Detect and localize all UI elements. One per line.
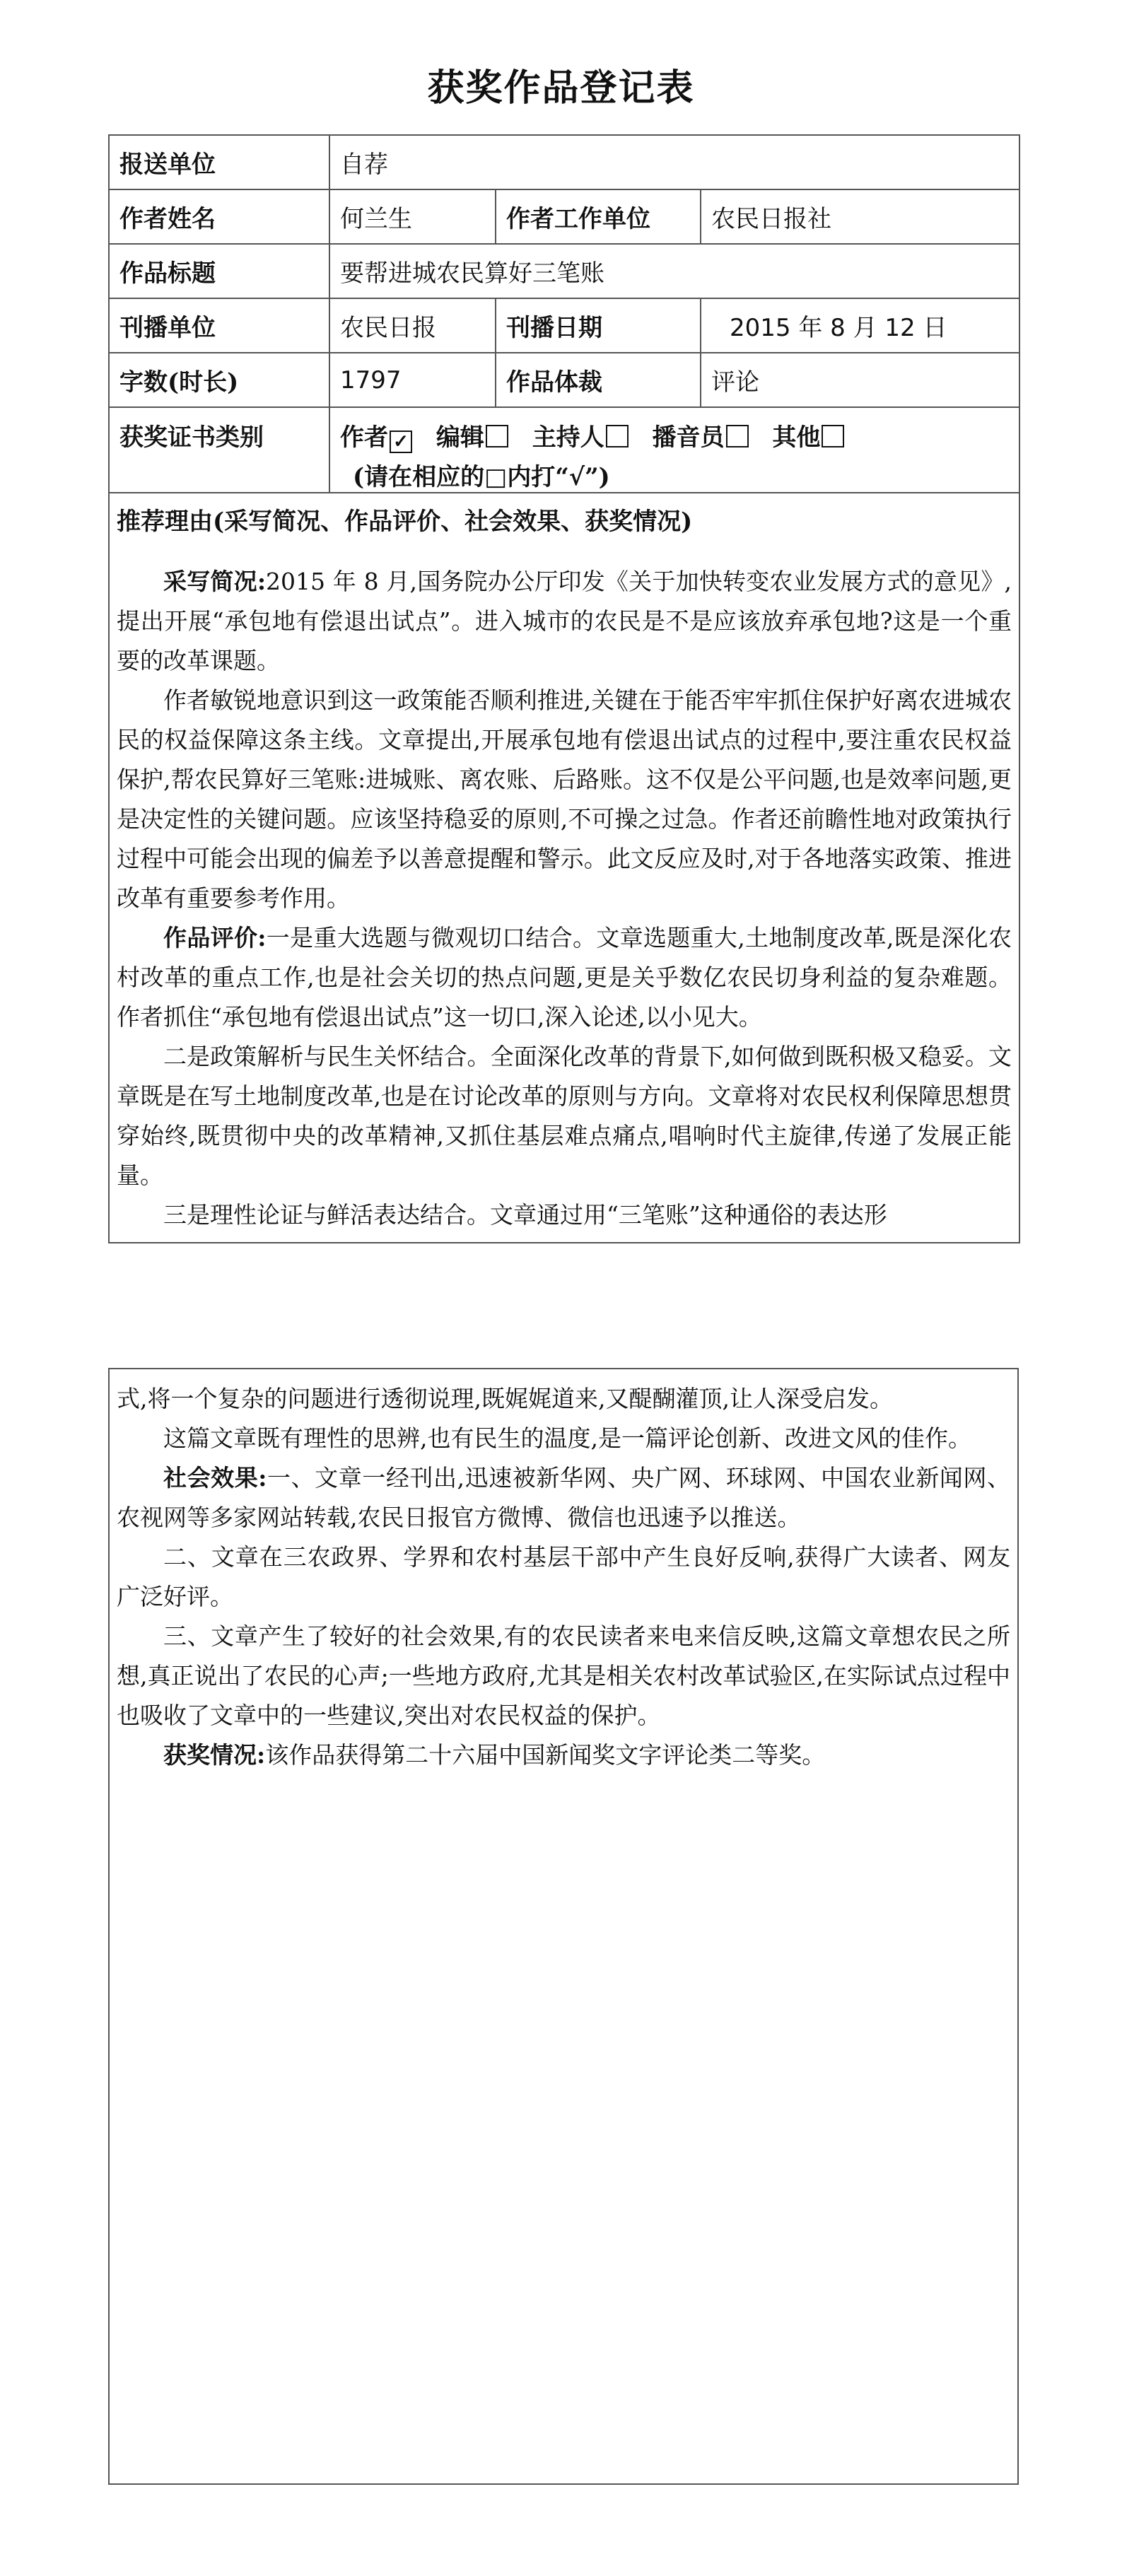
evaluation-text: 一是重大选题与微观切口结合。文章选题重大,土地制度改革,既是深化农村改革的重点工作,也是社会关切的热点问题,更是关乎数亿农民切身利益的复杂难题。作者抓住“承包地有偿退出试点”这一切口,深入论述,以小见大。 (117, 924, 1012, 1031)
row-word-count (109, 353, 1019, 407)
cert-type-label: 获奖证书类别 (109, 407, 329, 493)
reason-body-part1 (117, 562, 1012, 1235)
paragraph-writing-overview (117, 562, 1012, 681)
social-effect-lead: 社会效果: (163, 1464, 267, 1492)
genre-value: 评论 (701, 353, 1019, 407)
submit-unit-value: 自荐 (329, 135, 1019, 189)
reason-cell (109, 493, 1019, 1243)
social-effect-text: 一、文章一经刊出,迅速被新华网、央广网、环球网、中国农业新闻网、农视网等多家网站转载,农民日报官方微博、微信也迅速予以推送。 (117, 1464, 1010, 1531)
work-title-value: 要帮进城农民算好三笔账 (329, 244, 1019, 298)
reason-continuation-box (108, 1368, 1019, 2485)
author-work-value: 农民日报社 (701, 189, 1019, 244)
registration-form (108, 134, 1020, 1243)
paragraph-policy-analysis: 二是政策解析与民生关怀结合。全面深化改革的背景下,如何做到既积极又稳妥。文章既是在写土地制度改革,也是在讨论改革的原则与方向。文章将对农民权利保障思想贯穿始终,既贯彻中央的改革精神,又抓住基层难点痛点,唱响时代主旋律,传递了发展正能量。 (117, 1043, 1012, 1189)
cert-option-editor-label: 编辑 (436, 423, 484, 452)
cert-note: (请在相应的□内打“√”) (353, 463, 610, 491)
award-text: 该作品获得第二十六届中国新闻奖文字评论类二等奖。 (265, 1741, 826, 1769)
paragraph-rational-argument-start: 三是理性论证与鲜活表达结合。文章通过用“三笔账”这种通俗的表达形 (163, 1201, 887, 1229)
row-submit-unit (109, 135, 1019, 189)
cert-checkbox-announcer[interactable] (726, 425, 749, 447)
paragraph-social-effect-2: 二、文章在三农政界、学界和农村基层干部中产生良好反响,获得广大读者、网友广泛好评。 (117, 1543, 1010, 1610)
writing-overview-text: 2015 年 8 月,国务院办公厅印发《关于加快转变农业发展方式的意见》,提出开展“承包地有偿退出试点”。进入城市的农民是不是应该放弃承包地?这是一个重要的改革课题。 (117, 568, 1012, 674)
cert-checkbox-other[interactable] (822, 425, 844, 447)
word-count-label: 字数(时长) (109, 353, 329, 407)
paragraph-rational-argument-end: 式,将一个复杂的问题进行透彻说理,既娓娓道来,又醍醐灌顶,让人深受启发。 (117, 1385, 893, 1412)
cert-option-author[interactable] (340, 423, 412, 452)
genre-label: 作品体裁 (496, 353, 701, 407)
row-cert-type (109, 407, 1019, 493)
work-title-label: 作品标题 (109, 244, 329, 298)
cert-options-line (340, 418, 1009, 453)
author-work-label: 作者工作单位 (496, 189, 701, 244)
writing-overview-lead: 采写简况: (163, 568, 267, 595)
author-name-value: 何兰生 (329, 189, 496, 244)
cert-option-host[interactable] (532, 423, 629, 452)
award-lead: 获奖情况: (163, 1741, 266, 1769)
page-title: 获奖作品登记表 (427, 66, 695, 110)
author-name-label: 作者姓名 (109, 189, 329, 244)
pub-date-value: 2015 年 8 月 12 日 (701, 298, 1019, 353)
cert-option-author-label: 作者 (340, 423, 388, 452)
publisher-label: 刊播单位 (109, 298, 329, 353)
reason-heading: 推荐理由(采写简况、作品评价、社会效果、获奖情况) (117, 508, 693, 536)
cert-type-options (329, 407, 1019, 493)
pub-date-label: 刊播日期 (496, 298, 701, 353)
word-count-value: 1797 (329, 353, 496, 407)
paragraph-award (117, 1735, 1010, 1775)
paragraph-social-effect (117, 1458, 1010, 1538)
publisher-value: 农民日报 (329, 298, 496, 353)
row-work-title (109, 244, 1019, 298)
paragraph-evaluation (117, 918, 1012, 1037)
cert-checkbox-author[interactable]: ✓ (390, 431, 412, 453)
evaluation-lead: 作品评价: (163, 924, 267, 952)
row-reason (109, 493, 1019, 1243)
cert-option-other-label: 其他 (772, 423, 821, 452)
cert-option-announcer-label: 播音员 (652, 423, 725, 452)
paragraph-summary: 这篇文章既有理性的思辨,也有民生的温度,是一篇评论创新、改进文风的佳作。 (163, 1424, 971, 1452)
cert-option-announcer[interactable] (653, 423, 749, 452)
cert-checkbox-editor[interactable] (486, 425, 508, 447)
cert-option-editor[interactable] (436, 423, 508, 452)
row-publisher (109, 298, 1019, 353)
cert-option-host-label: 主持人 (532, 423, 604, 452)
cert-checkbox-host[interactable] (606, 425, 629, 447)
paragraph-social-effect-3: 三、文章产生了较好的社会效果,有的农民读者来电来信反映,这篇文章想农民之所想,真正说出了农民的心声;一些地方政府,尤其是相关农村改革试验区,在实际试点过程中也吸收了文章中的一些建议,突出对农民权益的保护。 (117, 1622, 1010, 1729)
paragraph-author-insight: 作者敏锐地意识到这一政策能否顺利推进,关键在于能否牢牢抓住保护好离农进城农民的权益保障这条主线。文章提出,开展承包地有偿退出试点的过程中,要注重农民权益保护,帮农民算好三笔账:进城账、离农账、后路账。这不仅是公平问题,也是效率问题,更是决定性的关键问题。应该坚持稳妥的原则,不可操之过急。作者还前瞻性地对政策执行过程中可能会出现的偏差予以善意提醒和警示。此文反应及时,对于各地落实政策、推进改革有重要参考作用。 (117, 686, 1012, 912)
cert-option-other[interactable] (772, 423, 844, 452)
submit-unit-label: 报送单位 (109, 135, 329, 189)
reason-body-part2 (117, 1379, 1010, 1775)
row-author (109, 189, 1019, 244)
